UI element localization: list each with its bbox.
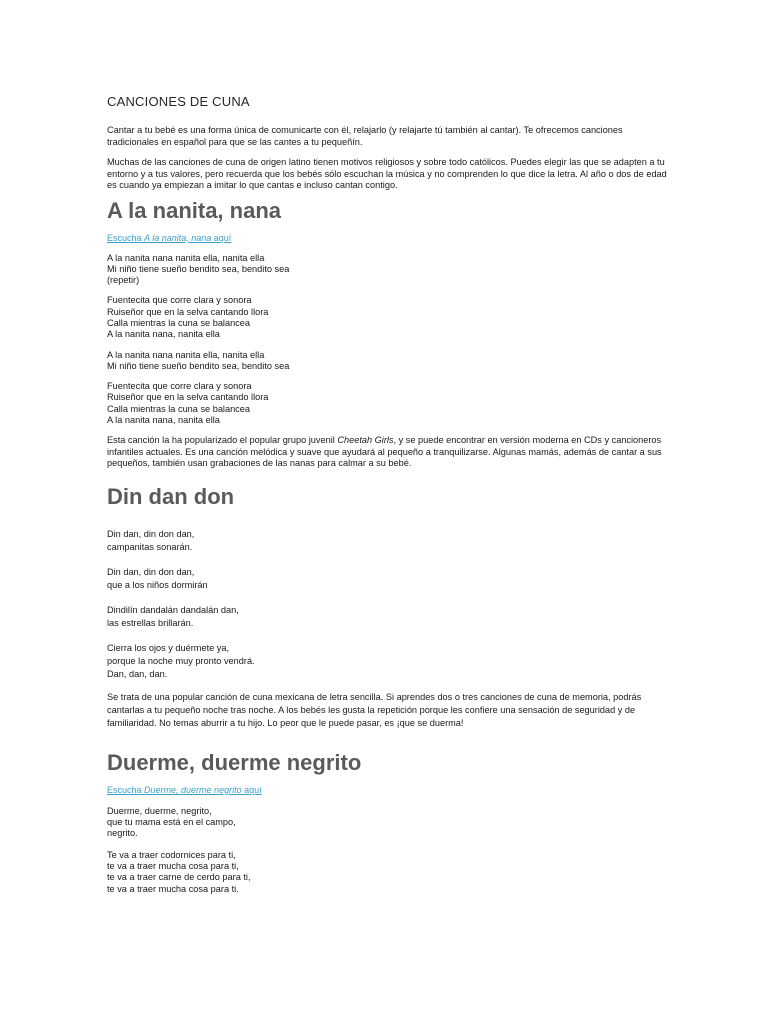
lyrics-stanza	[107, 381, 667, 426]
lyrics-stanza	[107, 566, 667, 592]
lyrics-stanza	[107, 642, 667, 681]
lyrics-stanza	[107, 528, 667, 554]
lyric-line: Ruiseñor que en la selva cantando llora	[107, 306, 269, 317]
lyric-line: Dindilín dandalán dandalán dan,	[107, 604, 239, 615]
song-note: Se trata de una popular canción de cuna mexicana de letra sencilla. Si aprendes dos o tres canciones de cuna de memoria, podrás cantarlas a tu pequeño noche tras noche. A los bebés les gusta la repetición porque les confiere una sensación de seguridad y de familiaridad. No temas aburrir a tu hijo. Lo peor que le puede pasar, es ¡que se duerma!	[107, 691, 642, 728]
song-note: Esta canción la ha popularizado el popular grupo juvenil Cheetah Girls, y se puede encontrar en versión moderna en CDs y cancioneros infantiles actuales. Es una canción melódica y suave que ayudará al pequeño a tranquilizarse. Algunas mamás, además de cantar a sus pequeños, también usan grabaciones de las nanas para calmar a su bebé.	[107, 435, 662, 469]
listen-link[interactable]: Escucha Duerme, duerme negrito aquí	[107, 784, 262, 795]
intro-paragraph: Cantar a tu bebé es una forma única de comunicarte con él, relajarlo (y relajarte tú también al cantar). Te ofrecemos canciones tradicionales en español para que se las cantes a tu pequeñín.	[107, 125, 623, 147]
lyric-line: Cierra los ojos y duérmete ya,	[107, 642, 230, 653]
lyric-line: que tu mama está en el campo,	[107, 817, 236, 828]
lyrics-stanza	[107, 850, 667, 895]
lyric-line: Calla mientras la cuna se balancea	[107, 403, 250, 414]
lyric-line: Mi niño tiene sueño bendito sea, bendito sea	[107, 360, 290, 371]
lyric-line: negrito.	[107, 828, 138, 839]
song-section	[107, 750, 667, 895]
lyric-line: A la nanita nana nanita ella, nanita ella	[107, 252, 265, 263]
lyric-line: A la nanita nana nanita ella, nanita ella	[107, 349, 265, 360]
listen-link[interactable]: Escucha A la nanita, nana aquí	[107, 232, 232, 243]
page-title: CANCIONES DE CUNA	[107, 94, 250, 109]
lyric-line: (repetir)	[107, 275, 140, 286]
lyrics-stanza	[107, 295, 667, 340]
lyric-line: Ruiseñor que en la selva cantando llora	[107, 392, 269, 403]
lyric-line: Calla mientras la cuna se balancea	[107, 317, 250, 328]
lyrics-stanza	[107, 350, 667, 373]
lyric-line: que a los niños dormirán	[107, 579, 208, 590]
song-title: Din dan don	[107, 483, 235, 509]
lyric-line: te va a traer mucha cosa para ti.	[107, 883, 239, 894]
lyric-line: campanitas sonarán.	[107, 541, 193, 552]
song-section	[107, 198, 667, 470]
lyric-line: las estrellas brillarán.	[107, 617, 194, 628]
lyric-line: te va a traer mucha cosa para ti,	[107, 861, 239, 872]
lyrics-stanza	[107, 604, 667, 630]
song-title: Duerme, duerme negrito	[107, 749, 362, 775]
lyric-line: te va a traer carne de cerdo para ti,	[107, 872, 251, 883]
lyric-line: Dan, dan, dan.	[107, 668, 168, 679]
intro-paragraph: Muchas de las canciones de cuna de origen latino tienen motivos religiosos y sobre todo católicos. Puedes elegir las que se adapten a tu entorno y a tus valores, pero recuerda que los bebés sólo escuchan la música y no comprenden lo que dice la letra. Al año o dos de edad es cuando ya empiezan a imitar lo que cantas e incluso cantan contigo.	[107, 157, 667, 190]
lyric-line: A la nanita nana, nanita ella	[107, 329, 220, 340]
lyric-line: A la nanita nana, nanita ella	[107, 415, 220, 426]
lyric-line: Fuentecita que corre clara y sonora	[107, 295, 252, 306]
lyric-line: Fuentecita que corre clara y sonora	[107, 381, 252, 392]
lyrics-stanza	[107, 806, 667, 840]
lyrics-stanza	[107, 253, 667, 287]
song-section	[107, 484, 667, 730]
lyric-line: porque la noche muy pronto vendrá.	[107, 655, 255, 666]
lyric-line: Din dan, din don dan,	[107, 566, 195, 577]
lyric-line: Te va a traer codornices para ti,	[107, 849, 236, 860]
lyric-line: Mi niño tiene sueño bendito sea, bendito sea	[107, 263, 290, 274]
song-title: A la nanita, nana	[107, 197, 282, 223]
lyric-line: Duerme, duerme, negrito,	[107, 805, 212, 816]
lyric-line: Din dan, din don dan,	[107, 528, 195, 539]
document-content	[107, 94, 667, 895]
